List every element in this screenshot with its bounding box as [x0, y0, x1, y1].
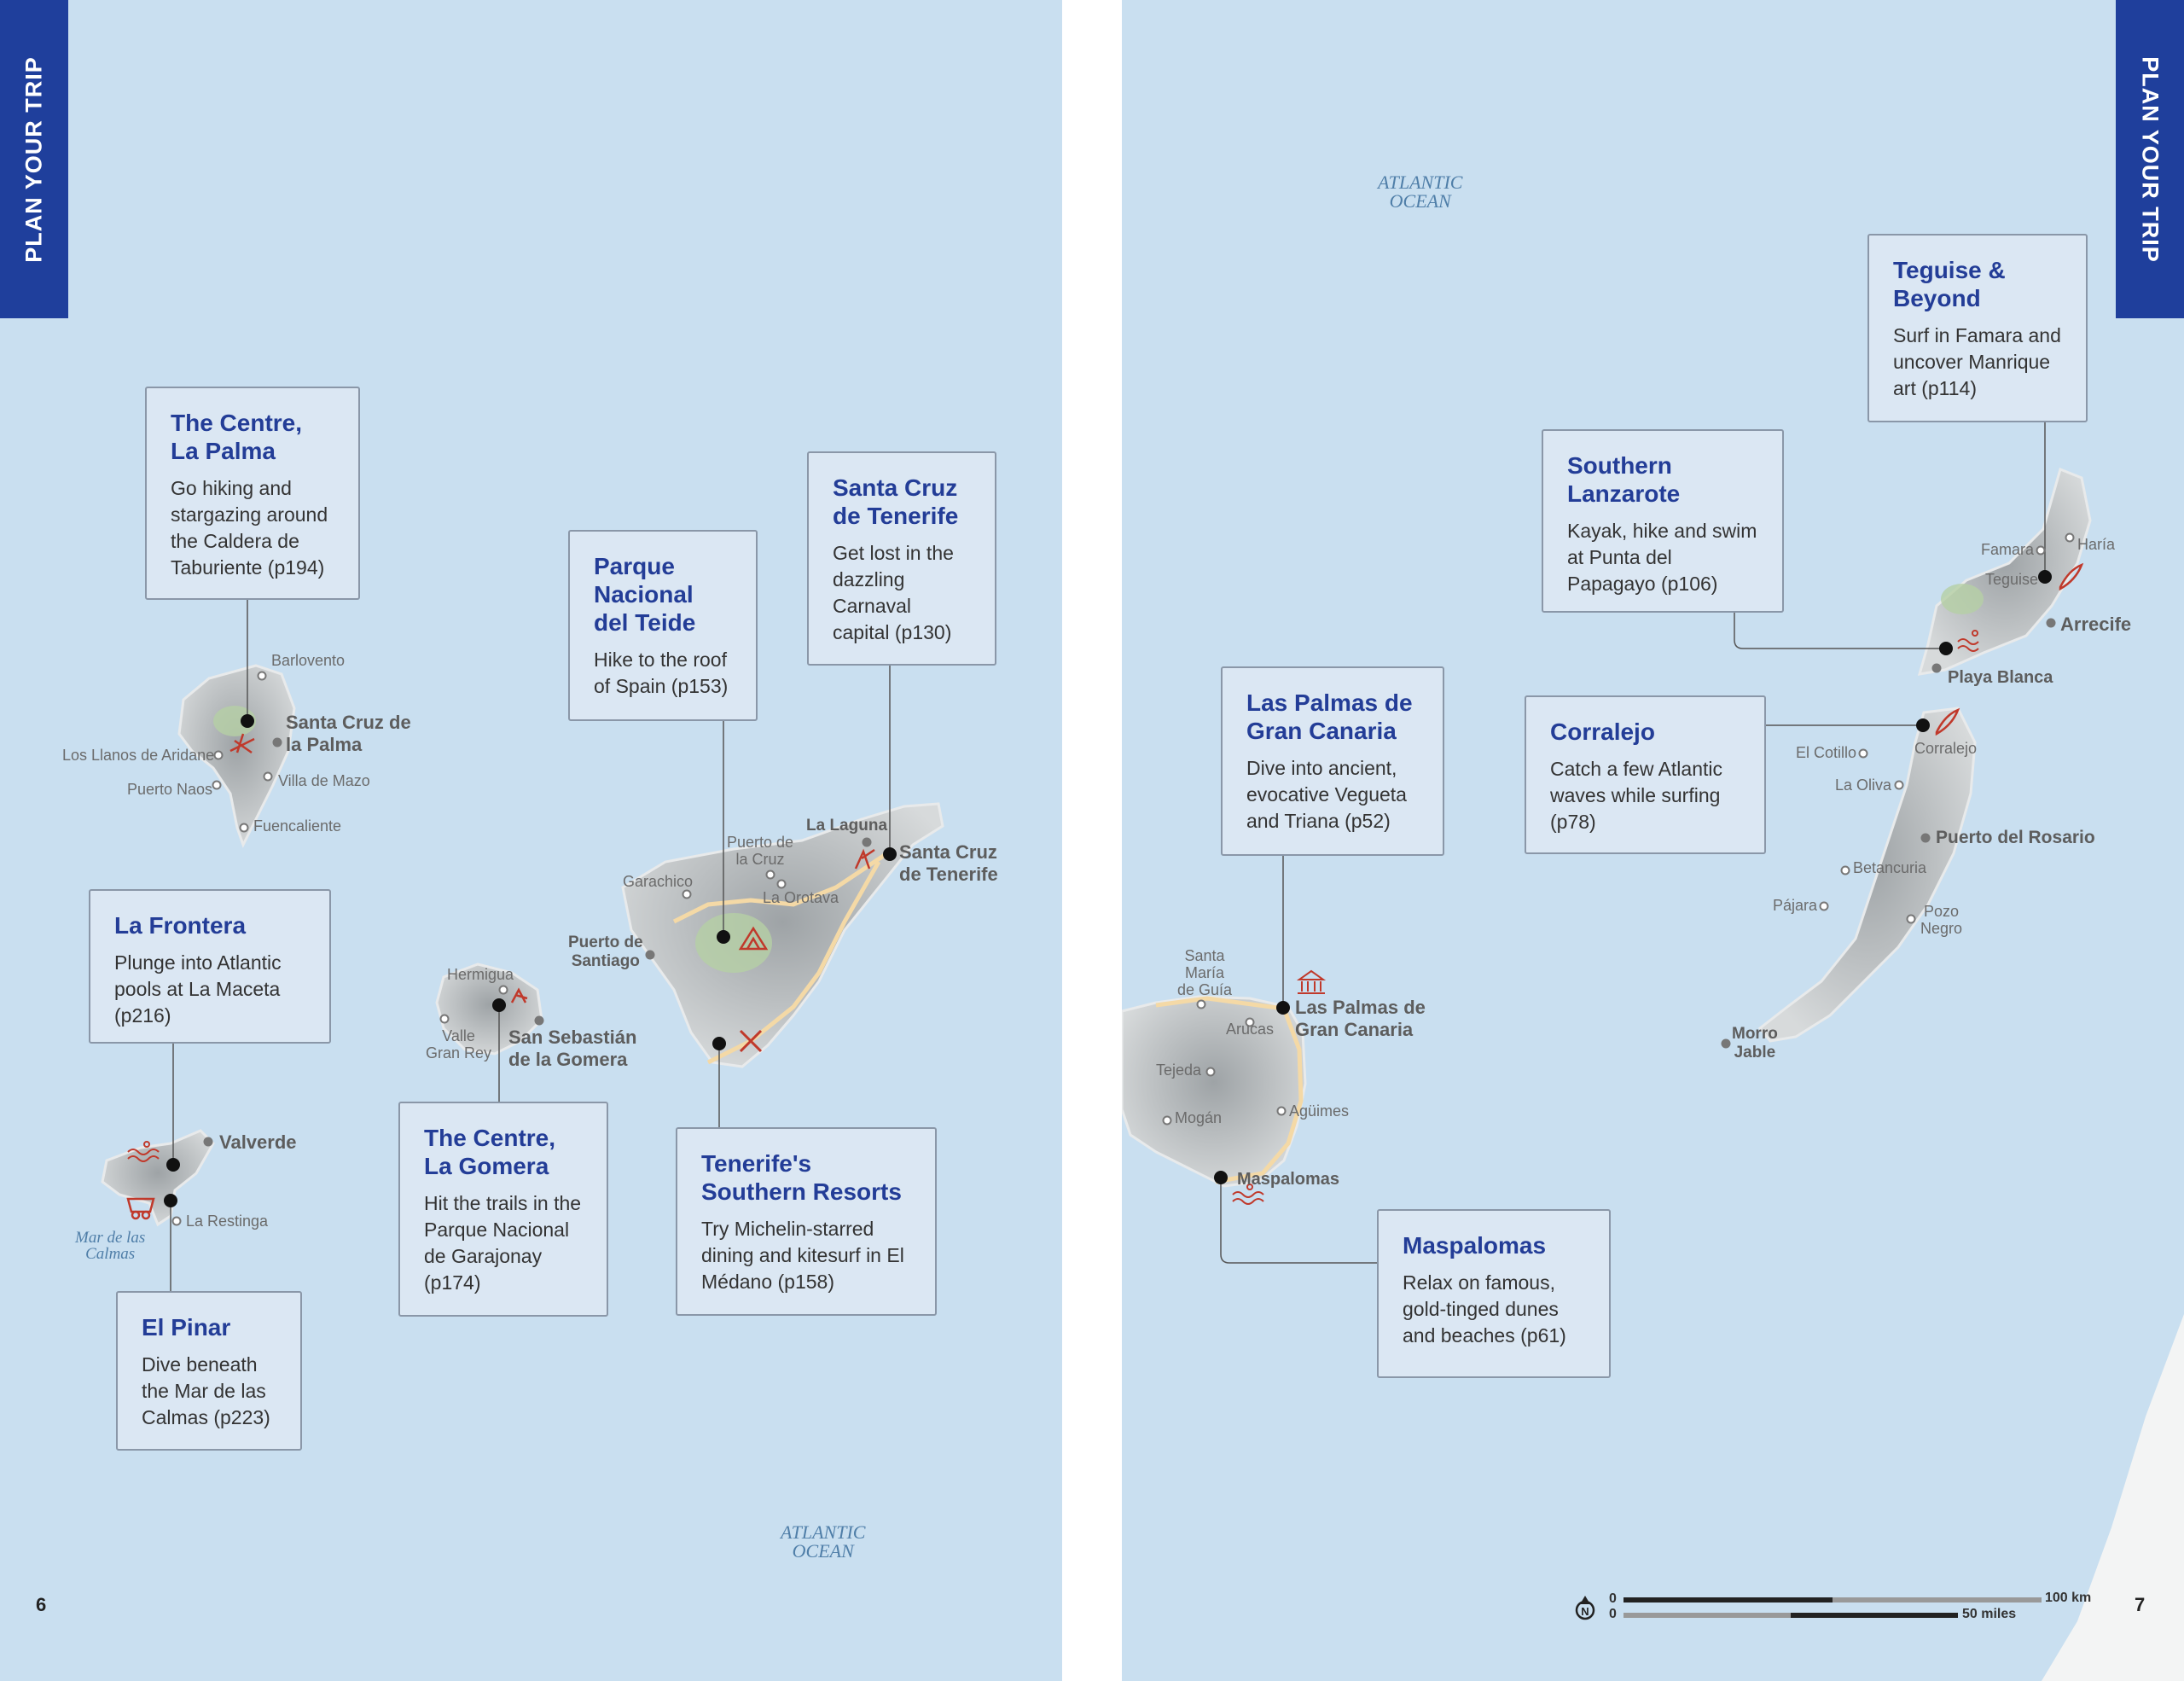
- label-los-llanos-de-aridane: Los Llanos de Aridane: [62, 747, 215, 764]
- label-la-orotava: La Orotava: [763, 889, 839, 906]
- label-fuencaliente: Fuencaliente: [253, 817, 342, 835]
- region-title: Las Palmas de Gran Canaria: [1246, 689, 1413, 744]
- label-corralejo: Corralejo: [1914, 740, 1978, 757]
- region-title: Corralejo: [1550, 718, 1655, 745]
- region-title: El Pinar: [142, 1314, 231, 1341]
- label-hermigua: Hermigua: [447, 966, 514, 983]
- label-las-palmas-de-gran-canaria: Las Palmas de Gran Canaria: [1295, 997, 1426, 1040]
- region-box-teguise-and-beyond[interactable]: [1867, 234, 2088, 422]
- region-title: Maspalomas: [1403, 1232, 1547, 1259]
- region-box-southern-lanzarote[interactable]: [1542, 429, 1784, 613]
- region-box-parque-nacional-del-teide[interactable]: [568, 530, 758, 721]
- label-mogan: Mogán: [1175, 1109, 1223, 1126]
- region-text: Catch a few Atlantic waves while surfing (p78): [1550, 758, 1722, 833]
- label-morro-jable: Morro Jable: [1732, 1025, 1778, 1062]
- label-villa-de-mazo: Villa de Mazo: [278, 772, 370, 789]
- region-box-las-palmas-de-gran-canaria[interactable]: [1221, 666, 1444, 856]
- region-box-the-centre-la-palma[interactable]: [145, 387, 360, 600]
- region-title: Teguise & Beyond: [1893, 257, 2006, 311]
- plan-your-trip-tab-left[interactable]: PLAN YOUR TRIP: [0, 0, 68, 318]
- region-title: Southern Lanzarote: [1567, 452, 1681, 507]
- label-garachico: Garachico: [623, 873, 694, 890]
- region-box-la-frontera[interactable]: [89, 889, 331, 1044]
- region-title: Santa Cruz de Tenerife: [833, 474, 959, 529]
- region-text: Plunge into Atlantic pools at La Maceta (p216): [114, 951, 282, 1027]
- label-barlovento: Barlovento: [271, 652, 346, 669]
- label-santa-maria-de-guia: Santa María de Guía: [1177, 947, 1233, 998]
- label-valle-gran-rey: Valle Gran Rey: [426, 1027, 492, 1062]
- region-box-the-centre-la-gomera[interactable]: [398, 1102, 608, 1317]
- famara-park: [1941, 584, 1984, 614]
- label-la-restinga: La Restinga: [186, 1213, 269, 1230]
- region-text: Hit the trails in the Parque Nacional de Garajonay (p174): [424, 1192, 582, 1294]
- region-text: Relax on famous, gold-tinged dunes and beaches (p61): [1403, 1271, 1566, 1347]
- region-title: Parque Nacional del Teide: [594, 553, 696, 636]
- label-playa-blanca: Playa Blanca: [1948, 668, 2053, 687]
- label-teguise: Teguise: [1985, 571, 2039, 588]
- african-coast: [2042, 1314, 2184, 1681]
- label-betancuria: Betancuria: [1853, 859, 1927, 876]
- region-box-tenerifes-southern-resorts[interactable]: [676, 1127, 937, 1316]
- scale-km-zero: 0: [1609, 1591, 1617, 1606]
- label-aguimes: Agüimes: [1289, 1102, 1350, 1120]
- page-number-right: 7: [2135, 1594, 2146, 1615]
- label-maspalomas: Maspalomas: [1237, 1170, 1340, 1189]
- label-santa-cruz-de-la-palma: Santa Cruz de la Palma: [286, 712, 411, 755]
- teide-park: [695, 913, 772, 973]
- region-box-maspalomas[interactable]: [1377, 1209, 1611, 1378]
- label-la-laguna: La Laguna: [806, 817, 888, 835]
- label-valverde: Valverde: [219, 1131, 297, 1153]
- atlantic-ocean-label-right: ATLANTIC OCEAN: [1378, 172, 1463, 212]
- region-title: La Frontera: [114, 912, 247, 939]
- region-text: Get lost in the dazzling Carnaval capital (p130): [833, 542, 954, 643]
- svg-text:N: N: [1581, 1605, 1589, 1618]
- label-arucas: Arucas: [1226, 1021, 1275, 1038]
- region-title: The Centre, La Palma: [171, 410, 303, 464]
- museum-icon: [1298, 971, 1325, 993]
- atlantic-ocean-label-left: ATLANTIC OCEAN: [781, 1521, 866, 1562]
- region-box-corralejo[interactable]: [1525, 695, 1766, 854]
- label-san-sebastian-de-la-gomera: San Sebastián de la Gomera: [508, 1027, 637, 1070]
- right-page: [1122, 0, 2184, 1681]
- label-famara: Famara: [1981, 541, 2035, 558]
- compass-rose-icon: [1577, 1596, 1594, 1619]
- left-page: [0, 0, 1062, 1681]
- plan-your-trip-tab-right[interactable]: PLAN YOUR TRIP: [2116, 0, 2184, 318]
- region-text: Try Michelin-starred dining and kitesurf in El Médano (p158): [701, 1218, 904, 1293]
- region-box-el-pinar[interactable]: [116, 1291, 302, 1451]
- region-title: The Centre, La Gomera: [424, 1125, 556, 1179]
- label-tejeda: Tejeda: [1156, 1062, 1202, 1079]
- label-haria: Haría: [2077, 536, 2116, 553]
- page-number-left: 6: [36, 1594, 47, 1615]
- label-puerto-de-la-cruz: Puerto de la Cruz: [727, 834, 794, 868]
- label-pozo-negro: Pozo Negro: [1920, 903, 1963, 937]
- label-puerto-del-rosario: Puerto del Rosario: [1936, 828, 2095, 847]
- region-text: Dive into ancient, evocative Vegueta and Triana (p52): [1246, 757, 1407, 832]
- scale-km-label: 100 km: [2045, 1591, 2092, 1605]
- label-puerto-de-santiago: Puerto de Santiago: [568, 934, 643, 970]
- label-puerto-naos: Puerto Naos: [127, 781, 213, 798]
- region-title: Tenerife's Southern Resorts: [701, 1150, 902, 1205]
- label-pajara: Pájara: [1773, 897, 1818, 914]
- region-box-santa-cruz-de-tenerife[interactable]: [807, 451, 996, 666]
- region-text: Surf in Famara and uncover Manrique art (p114): [1893, 324, 2061, 399]
- el-hierro-island: [102, 1131, 213, 1224]
- label-santa-cruz-de-tenerife: Santa Cruz de Tenerife: [899, 841, 998, 885]
- region-text: Hike to the roof of Spain (p153): [594, 649, 729, 697]
- scale-miles-label: 50 miles: [1962, 1607, 2017, 1621]
- region-text: Kayak, hike and swim at Punta del Papagayo (p106): [1567, 520, 1757, 595]
- mar-de-las-calmas-label: Mar de las Calmas: [75, 1229, 146, 1263]
- scale-miles-zero: 0: [1609, 1607, 1617, 1621]
- region-text: Go hiking and stargazing around the Caldera de Taburiente (p194): [171, 477, 328, 579]
- region-text: Dive beneath the Mar de las Calmas (p223): [142, 1353, 270, 1428]
- label-arrecife: Arrecife: [2060, 614, 2132, 635]
- label-la-oliva: La Oliva: [1835, 777, 1892, 794]
- label-el-cotillo: El Cotillo: [1796, 744, 1857, 761]
